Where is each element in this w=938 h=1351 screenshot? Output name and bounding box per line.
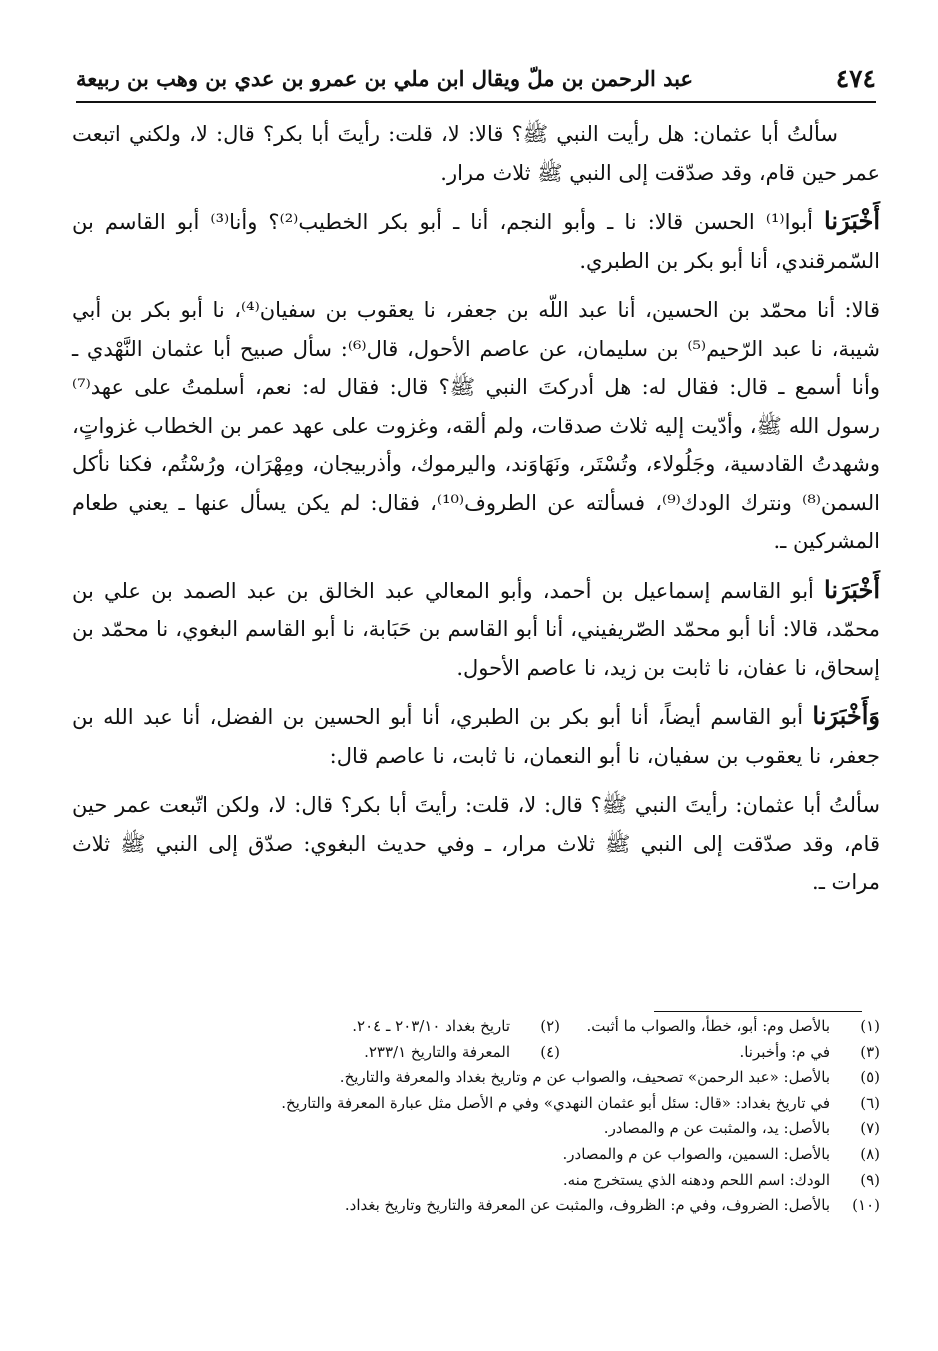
footnote-text: المعرفة والتاريخ ٢٣٣/١. [364,1042,510,1061]
footnote-text: بالأصل: الضروف، وفي م: الظروف، والمثبت عن المعرفة والتاريخ وتاريخ بغداد. [344,1196,830,1215]
paragraph-4 [72,571,880,688]
footnote-number: (١) [860,1017,880,1035]
footnote-number: (٤) [540,1042,560,1061]
footnote-number: (٩) [860,1170,880,1189]
footnote-text: تاريخ بغداد ٢٠٣/١٠ ـ ٢٠٤. [352,1017,510,1035]
footnote-number: (٥) [860,1068,880,1087]
paragraph-text: أبوا⁽¹⁾ الحسن قالا: نا ـ وأبو النجم، أنا ـ أبو بكر الخطيب⁽²⁾؟ وأنا⁽³⁾ أبو القاسم بن السّمرقندي، أنا أبو بكر بن الطبري. [72,210,880,273]
footnote-number: (٨) [860,1144,880,1163]
main-text [72,114,880,912]
paragraph-1 [72,114,880,192]
footnote-item [180,1065,880,1091]
footnote-item [560,1014,880,1040]
paragraph-2 [72,202,880,280]
paragraph-text: أبو القاسم إسماعيل بن أحمد، وأبو المعالي عبد الخالق بن عبد الصمد بن علي بن محمّد، قالا: أنا أبو محمّد الصّريفيني، أنا أبو القاسم بن حَبَابة، نا أبو القاسم البغوي، نا محمّد بن إسحاق، نا عفان، نا ثابت بن زيد، نا عاصم الأحول. [72,578,880,680]
footnote-item [180,1168,880,1194]
footnote-number: (٧) [860,1119,880,1138]
footnote-item [180,1142,880,1168]
paragraph-text: سألتُ أبا عثمان: هل رأيت النبي ﷺ؟ قالا: لا، قلت: رأيتَ أبا بكر؟ قال: لا، ولكني اتبعت عمر حين قام، وقد صدّقت إلى النبي ﷺ ثلاث مرار. [72,122,880,185]
footnote-text: الودك: اسم اللحم ودهنه الذي يستخرج منه. [562,1170,830,1189]
footnote-text: في تاريخ بغداد: «قال: سئل أبو عثمان النهدي» وفي م الأصل مثل عبارة المعرفة والتاريخ. [281,1093,830,1112]
footnote-text: بالأصل: «عبد الرحمن» تصحيف، والصواب عن م وتاريخ بغداد والمعرفة والتاريخ. [339,1068,830,1087]
footnote-item [240,1014,560,1040]
footnote-number: (٣) [860,1042,880,1061]
footnote-item [560,1040,880,1066]
paragraph-5 [72,697,880,775]
page-header [76,60,876,96]
footnote-item [180,1116,880,1142]
footnote-number: (١٠) [852,1196,880,1215]
footnote-pair [180,1040,880,1066]
footnote-item [180,1091,880,1117]
footnote-text: بالأصل: يد، والمثبت عن م والمصادر. [603,1119,830,1138]
footnote-number: (٦) [860,1093,880,1112]
footnote-rule [654,1011,862,1012]
running-title: عبد الرحمن بن ملّ ويقال ابن ملي بن عمرو بن عدي بن وهب بن ربيعة [76,65,694,91]
footnote-number: (٢) [540,1017,560,1035]
footnote-pair [180,1014,880,1040]
page-number: ٤٧٤ [835,63,876,93]
paragraph-lead: أَخْبَرَنا [824,206,880,235]
footnote-text: في م: وأخبرنا. [739,1042,830,1061]
paragraph-6 [72,785,880,902]
paragraph-text: قالا: أنا محمّد بن الحسين، أنا عبد اللّه بن جعفر، نا يعقوب بن سفيان⁽⁴⁾، نا أبو بكر بن أبي شيبة، نا عبد الرّحيم⁽⁵⁾ بن سليمان، عن عاصم الأحول، قال⁽⁶⁾: سأل صبيح أبا عثمان النَّهْدي ـ وأنا أسمع ـ قال: فقال له: هل أدركتَ النبي ﷺ؟ قال: فقال له: نعم، أسلمتُ على عهد⁽⁷⁾ رسول الله ﷺ، وأدّيت إليه ثلاث صدقات، ولم ألقه، وغزوت على عهد عمر بن الخطاب غزواتٍ، وشهدتُ القادسية، وجَلُولاء، وتُسْتَر، ونَهَاوَند، واليرموك، وأذربيجان، ومِهْرَان، ورُسْتُم، فكنا نأكل السمن⁽⁸⁾ ونترك الودك⁽⁹⁾، فسألته عن الطروف⁽¹⁰⁾، فقال: لم يكن يسأل عنها ـ يعني طعام المشركين ـ. [72,298,881,553]
paragraph-lead: وَأَخْبَرَنا [812,701,880,730]
header-rule [76,101,876,103]
footnotes [180,1014,880,1219]
footnote-item [180,1193,880,1219]
paragraph-text: أبو القاسم أيضاً، أنا أبو بكر بن الطبري، أنا أبو الحسين بن الفضل، أنا عبد الله بن جعفر، نا يعقوب بن سفيان، نا أبو النعمان، نا ثابت، نا عاصم قال: [72,705,880,768]
footnote-text: بالأصل: السمين، والصواب عن م والمصادر. [562,1144,830,1163]
footnote-item [240,1040,560,1066]
paragraph-text: سألتُ أبا عثمان: رأيتَ النبي ﷺ؟ قال: لا، قلت: رأيتَ أبا بكر؟ قال: لا، ولكن اتّبعت عمر حين قام، وقد صدّقت إلى النبي ﷺ ثلاث مرار، ـ وفي حديث البغوي: صدّق إلى النبي ﷺ ثلاث مرات ـ. [72,793,880,894]
footnote-text: بالأصل وم: أبو، خطأ، والصواب ما أثبت. [586,1017,830,1035]
paragraph-3 [72,290,880,561]
paragraph-lead: أَخْبَرَنا [824,574,880,604]
